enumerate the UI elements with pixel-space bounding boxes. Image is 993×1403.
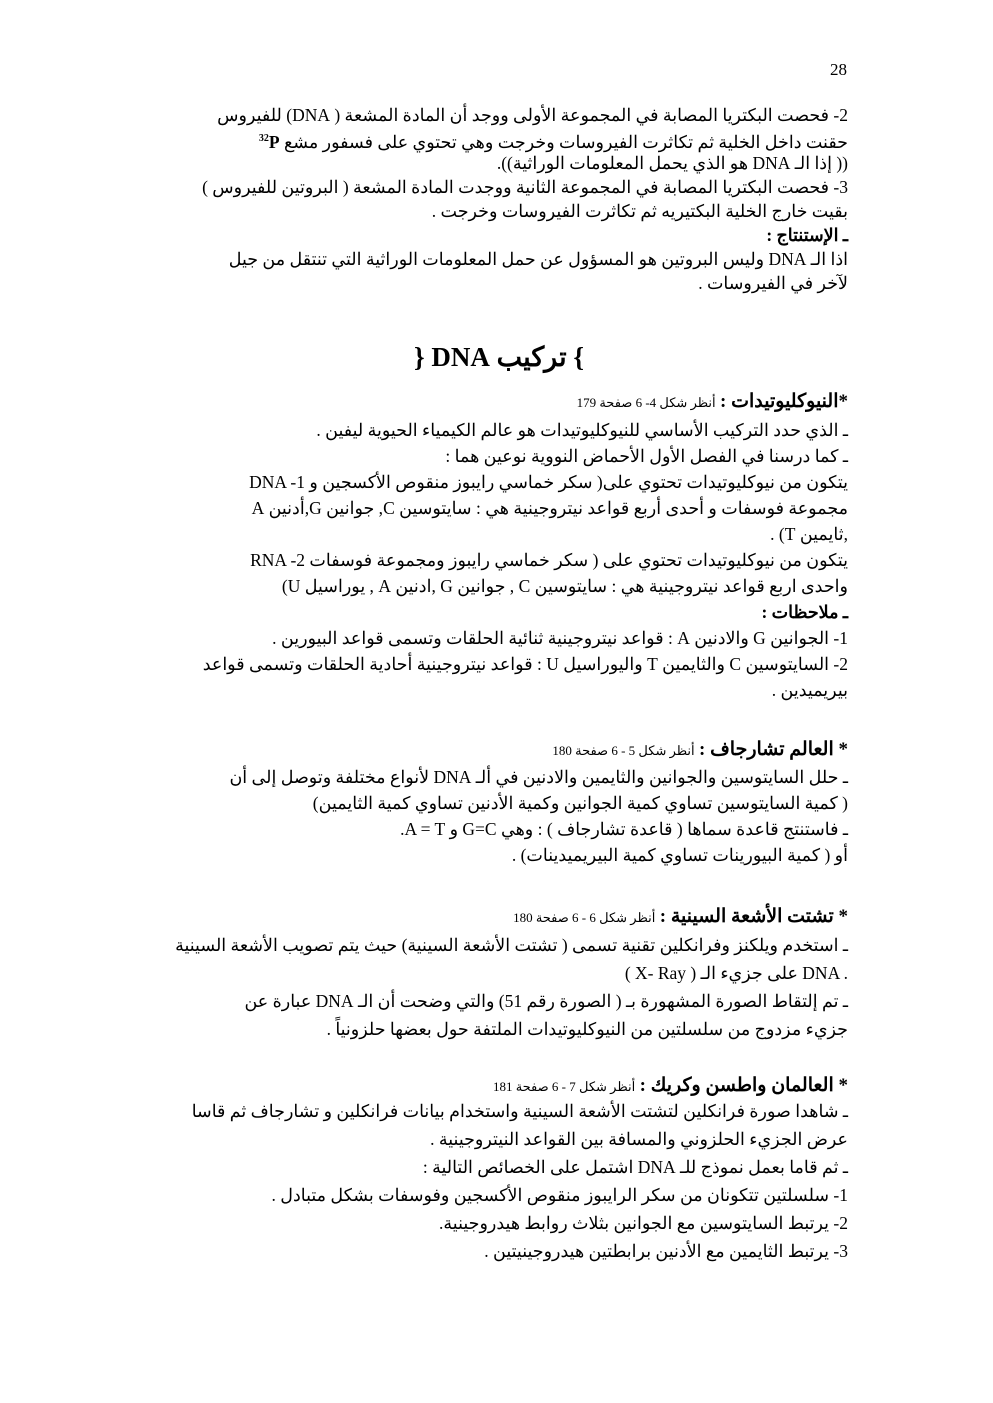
chargaff-heading-line: [552, 737, 848, 763]
nucleotides-line-7: واحدى اربع قواعد نيتروجينية هي : سايتوسين C , جوانين G ,ادنين A , يوراسيل U): [281, 576, 848, 596]
watson-crick-line-6: 3- يرتبط الثايمين مع الأدنين برابطتين هيدروجينيتين .: [484, 1241, 848, 1261]
conclusion-heading: ـ الإستنتاج :: [766, 225, 848, 245]
nucleotides-line-2: ـ كما درسنا في الفصل الأول الأحماض النووية نوعين هما :: [445, 446, 848, 466]
nucleotides-line-6: RNA -2 يتكون من نيوكليوتيدات تحتوي على ( سكر خماسي رايبوز ومجموعة فوسفات: [250, 550, 848, 570]
intro-line-1: 2- فحصت البكتريا المصابة في المجموعة الأولى ووجد أن المادة المشعة ( DNA) للفيروس: [217, 105, 848, 125]
nucleotides-line-5: ,ثايمين T) .: [770, 524, 848, 544]
nucleotides-note-2: 2- السايتوسين C والثايمين T واليوراسيل U : قواعد نيتروجينية أحادية الحلقات وتسمى قواعد: [202, 654, 848, 674]
page-number: 28: [830, 60, 847, 79]
nucleotides-note-1: 1- الجوانين G والادنين A : قواعد نيتروجينية ثنائية الحلقات وتسمى قواعد البيورين .: [272, 628, 848, 648]
xray-line-1: ـ استخدم ويلكنز وفرانكلين تقنية تسمى ( تشتت الأشعة السينية) حيث يتم تصويب الأشعة السينية: [175, 935, 848, 955]
watson-crick-line-3: ـ ثم قاما بعمل نموذج للـ DNA اشتمل على الخصائص التالية :: [422, 1157, 848, 1177]
intro-line-3: (( إذا الـ DNA هو الذي يحمل المعلومات الوراثية)).: [496, 153, 848, 173]
watson-crick-heading-line: [493, 1073, 848, 1099]
intro-line-6: اذا الـ DNA وليس البروتين هو المسؤول عن حمل المعلومات الوراثية التي تنتقل من جيل: [228, 249, 848, 269]
xray-line-2: ( X- Ray ) على جزيء الـ DNA .: [624, 963, 848, 983]
nucleotides-line-4: مجموعة فوسفات و أحدى أربع قواعد نيتروجينية هي : سايتوسين C, جوانين G,أدنين A: [251, 498, 848, 518]
notes-heading: ـ ملاحظات :: [761, 602, 848, 622]
phosphorus-32-label: $^{32}$P: [258, 131, 280, 152]
intro-line-2: [259, 127, 848, 154]
section-title: } تركيب DNA {: [414, 342, 584, 372]
chargaff-line-2: ( كمية السايتوسين تساوي كمية الجوانين وكمية الأدنين تساوي كمية الثايمين): [312, 793, 848, 813]
xray-line-3: ـ تم إلتقاط الصورة المشهورة بـ ( الصورة رقم 51) والتي وضحت أن الـ DNA عبارة عن: [244, 991, 848, 1011]
nucleotides-heading: *النيوكليوتيدات :: [720, 391, 848, 412]
nucleotides-line-3: DNA -1 يتكون من نيوكليوتيدات تحتوي على( سكر خماسي رايبوز منقوص الأكسجين و: [249, 472, 848, 492]
nucleotides-heading-line: [577, 389, 848, 415]
chargaff-line-1: ـ حلل السايتوسين والجوانين والثايمين والادنين في ألـ DNA لأنواع مختلفة وتوصل إلى أن: [229, 767, 848, 787]
watson-crick-line-1: ـ شاهدا صورة فرانكلين لتشتت الأشعة السينية واستخدام بيانات فرانكلين و تشارجاف ثم قاسا: [191, 1101, 848, 1121]
xray-heading-line: [513, 904, 848, 930]
xray-line-4: جزيء مزدوج من سلسلتين من النيوكليوتيدات الملتفة حول بعضها حلزونياً .: [326, 1019, 848, 1039]
chargaff-heading: * العالم تشارجاف :: [699, 739, 848, 760]
xray-figure-ref: أنظر شكل 6 - 6 صفحة 180: [513, 910, 656, 925]
watson-crick-heading: * العالمان واطسن وكريك :: [639, 1075, 848, 1096]
chargaff-figure-ref: أنظر شكل 5 - 6 صفحة 180: [552, 743, 695, 758]
watson-crick-line-2: عرض الجزيء الحلزوني والمسافة بين القواعد النيتروجينية .: [430, 1129, 848, 1149]
nucleotides-line-1: ـ الذي حدد التركيب الأساسي للنيوكليوتيدات هو عالم الكيمياء الحيوية ليفين .: [316, 420, 848, 440]
nucleotides-note-2-cont: بيريميدين .: [771, 680, 848, 700]
intro-line-7: لآخر في الفيروسات .: [698, 273, 848, 293]
xray-heading: * تشتت الأشعة السينية :: [659, 906, 848, 927]
chargaff-line-3: ـ فاستنتج قاعدة سماها ( قاعدة تشارجاف ) : وهي G=C و A = T.: [400, 819, 848, 839]
chargaff-line-4: أو ( كمية البيورينات تساوي كمية البيريميدينات) .: [511, 845, 848, 865]
watson-crick-line-4: 1- سلسلتين تتكونان من سكر الرايبوز منقوص الأكسجين وفوسفات بشكل متبادل .: [271, 1185, 848, 1205]
watson-crick-line-5: 2- يرتبط السايتوسين مع الجوانين بثلاث روابط هيدروجينية.: [439, 1213, 848, 1233]
watson-crick-figure-ref: أنظر شكل 7 - 6 صفحة 181: [492, 1079, 636, 1094]
intro-line-4: 3- فحصت البكتريا المصابة في المجموعة الثانية ووجدت المادة المشعة ( البروتين للفيروس ): [202, 177, 848, 197]
intro-line-5: بقيت خارج الخلية البكتيريه ثم تكاثرت الفيروسات وخرجت .: [431, 201, 848, 221]
nucleotides-figure-ref: أنظر شكل 4- 6 صفحة 179: [576, 395, 716, 410]
intro-line-2-text: حقنت داخل الخلية ثم تكاثرت الفيروسات وخرجت وهي تحتوي على فسفور مشع: [279, 131, 848, 152]
